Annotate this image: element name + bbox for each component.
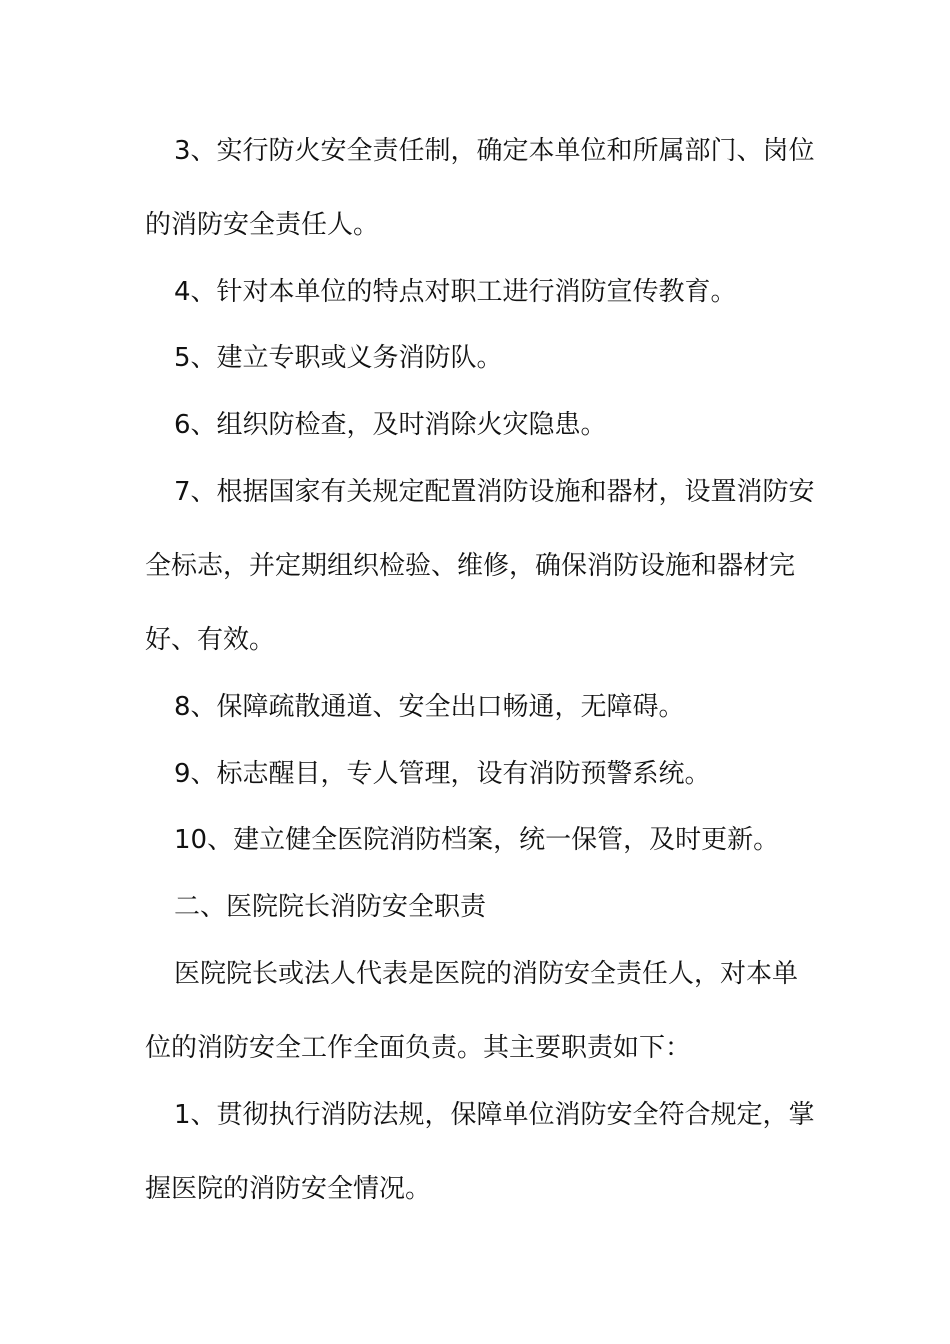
paragraph-9: 9、标志醒目，专人管理，设有消防预警系统。: [174, 759, 711, 789]
paragraph-3-line-1: 3、实行防火安全责任制，确定本单位和所属部门、岗位: [174, 136, 815, 166]
paragraph-10: 10、建立健全医院消防档案，统一保管，及时更新。: [174, 825, 780, 855]
duty-1-line-1: 1、贯彻执行消防法规，保障单位消防安全符合规定，掌: [174, 1100, 815, 1130]
paragraph-5: 5、建立专职或义务消防队。: [174, 343, 503, 373]
paragraph-7-line-2: 全标志，并定期组织检验、维修，确保消防设施和器材完: [145, 551, 796, 581]
section-heading: 二、医院院长消防安全职责: [174, 892, 487, 922]
paragraph-6: 6、组织防检查，及时消除火灾隐患。: [174, 410, 607, 440]
section-intro-line-1: 医院院长或法人代表是医院的消防安全责任人，对本单: [174, 959, 799, 989]
duty-1-line-2: 握医院的消防安全情况。: [145, 1174, 432, 1204]
section-intro-line-2: 位的消防安全工作全面负责。其主要职责如下：: [145, 1033, 692, 1063]
paragraph-8: 8、保障疏散通道、安全出口畅通，无障碍。: [174, 692, 685, 722]
paragraph-4: 4、针对本单位的特点对职工进行消防宣传教育。: [174, 277, 737, 307]
paragraph-7-line-1: 7、根据国家有关规定配置消防设施和器材，设置消防安: [174, 477, 815, 507]
paragraph-7-line-3: 好、有效。: [145, 625, 276, 655]
paragraph-3-line-2: 的消防安全责任人。: [145, 210, 380, 240]
